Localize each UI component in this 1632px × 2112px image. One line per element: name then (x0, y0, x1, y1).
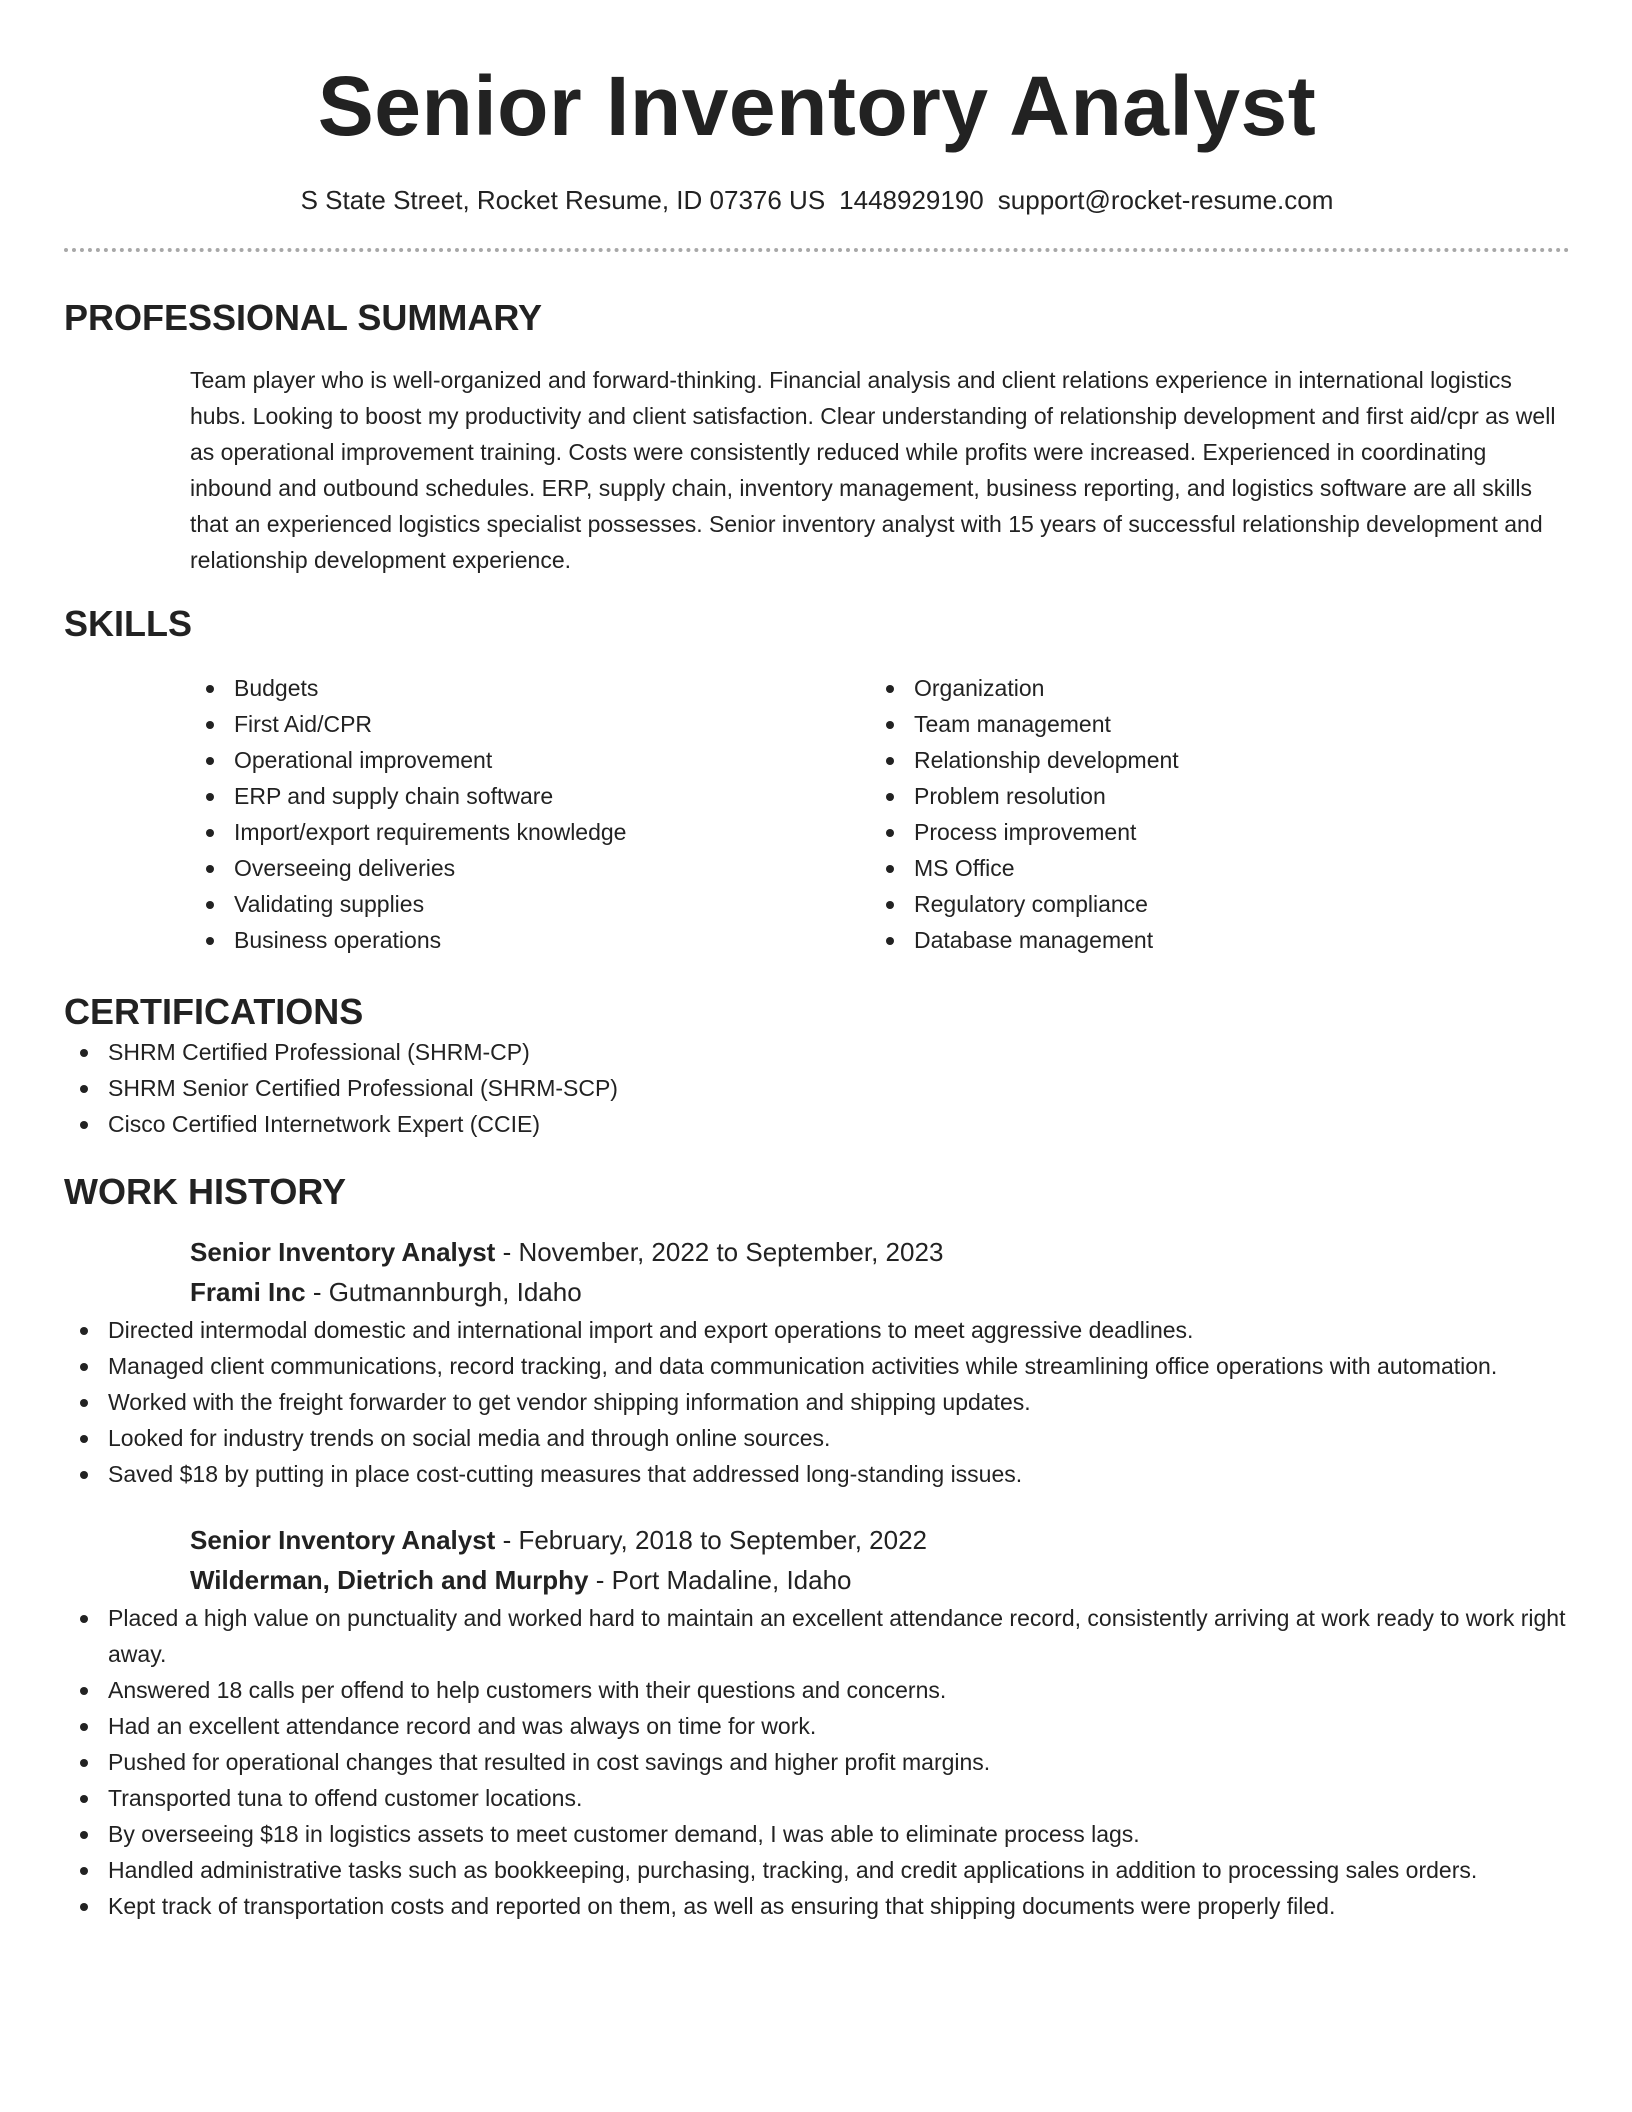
resume-name: Senior Inventory Analyst (317, 59, 1317, 153)
contact-address: S State Street, Rocket Resume, ID 07376 US (300, 185, 826, 215)
job-bullet: Transported tuna to offend customer locations. (64, 1780, 1570, 1816)
summary-text: Team player who is well-organized and forward-thinking. Financial analysis and client relations experience in international logistics hubs. Looking to boost my productivity and client satisfaction. Clear understanding of relationship development and first aid/cpr as well as operational improvement training. Costs were consistently reduced while profits were increased. Experienced in coordinating inbound and outbound schedules. ERP, supply chain, inventory management, business reporting, and logistics software are all skills that an experienced logistics specialist possesses. Senior inventory analyst with 15 years of successful relationship development and relationship development experience. (190, 367, 1556, 573)
section-title-summary: PROFESSIONAL SUMMARY (64, 297, 543, 338)
section-title-work-history: WORK HISTORY (64, 1171, 347, 1212)
skill-item: Import/export requirements knowledge (190, 814, 870, 850)
skill-item: Business operations (190, 922, 870, 958)
job-dates: - February, 2018 to September, 2022 (495, 1525, 928, 1555)
job-bullet: Directed intermodal domestic and international import and export operations to meet aggressive deadlines. (64, 1312, 1570, 1348)
section-title-certifications: CERTIFICATIONS (64, 991, 364, 1032)
contact-phone: 1448929190 (839, 185, 984, 215)
skill-item: ERP and supply chain software (190, 778, 870, 814)
skill-item: Database management (870, 922, 1550, 958)
job-bullet: Had an excellent attendance record and was always on time for work. (64, 1708, 1570, 1744)
header-divider (64, 248, 1570, 252)
job-bullet: Worked with the freight forwarder to get vendor shipping information and shipping updates. (64, 1384, 1570, 1420)
skills-list-right (870, 670, 1550, 958)
certification-item: Cisco Certified Internetwork Expert (CCIE) (64, 1106, 1570, 1142)
skill-item: Overseeing deliveries (190, 850, 870, 886)
job-bullet: Saved $18 by putting in place cost-cutting measures that addressed long-standing issues. (64, 1456, 1570, 1492)
job-company: Frami Inc (190, 1277, 306, 1307)
job-bullet: Placed a high value on punctuality and worked hard to maintain an excellent attendance record, consistently arriving at work ready to work right away. (64, 1600, 1570, 1672)
job-company-line (190, 1272, 1570, 1312)
skills-columns (190, 670, 1570, 958)
skill-item: Operational improvement (190, 742, 870, 778)
job-entry (190, 1232, 1570, 1312)
contact-email: support@rocket-resume.com (997, 185, 1334, 215)
job-title: Senior Inventory Analyst (190, 1237, 496, 1267)
job-title: Senior Inventory Analyst (190, 1525, 496, 1555)
job-company-line (190, 1560, 1570, 1600)
skill-item: Team management (870, 706, 1550, 742)
skill-item: Organization (870, 670, 1550, 706)
skills-list-left (190, 670, 870, 958)
skill-item: Validating supplies (190, 886, 870, 922)
skill-item: Regulatory compliance (870, 886, 1550, 922)
job-company: Wilderman, Dietrich and Murphy (190, 1565, 589, 1595)
skill-item: Process improvement (870, 814, 1550, 850)
skill-item: Budgets (190, 670, 870, 706)
skill-item: Problem resolution (870, 778, 1550, 814)
job-location: - Port Madaline, Idaho (588, 1565, 852, 1595)
job-bullet: Pushed for operational changes that resulted in cost savings and higher profit margins. (64, 1744, 1570, 1780)
contact-line (64, 184, 1570, 216)
job-title-line (190, 1520, 1570, 1560)
certifications-list (64, 1034, 1570, 1142)
resume-page (64, 0, 1570, 1924)
job-bullet-list (64, 1600, 1570, 1924)
job-bullet-list (64, 1312, 1570, 1492)
job-dates: - November, 2022 to September, 2023 (495, 1237, 944, 1267)
skill-item: MS Office (870, 850, 1550, 886)
job-bullet: Looked for industry trends on social media and through online sources. (64, 1420, 1570, 1456)
job-bullet: Answered 18 calls per offend to help customers with their questions and concerns. (64, 1672, 1570, 1708)
job-bullet: Managed client communications, record tracking, and data communication activities while streamlining office operations with automation. (64, 1348, 1570, 1384)
job-bullet: Handled administrative tasks such as bookkeeping, purchasing, tracking, and credit applications in addition to processing sales orders. (64, 1852, 1570, 1888)
job-bullet: By overseeing $18 in logistics assets to meet customer demand, I was able to eliminate process lags. (64, 1816, 1570, 1852)
job-bullet: Kept track of transportation costs and reported on them, as well as ensuring that shipping documents were properly filed. (64, 1888, 1570, 1924)
job-location: - Gutmannburgh, Idaho (305, 1277, 582, 1307)
section-title-skills: SKILLS (64, 603, 193, 644)
job-title-line (190, 1232, 1570, 1272)
job-entry (190, 1520, 1570, 1600)
skill-item: Relationship development (870, 742, 1550, 778)
skill-item: First Aid/CPR (190, 706, 870, 742)
certification-item: SHRM Senior Certified Professional (SHRM-SCP) (64, 1070, 1570, 1106)
certification-item: SHRM Certified Professional (SHRM-CP) (64, 1034, 1570, 1070)
